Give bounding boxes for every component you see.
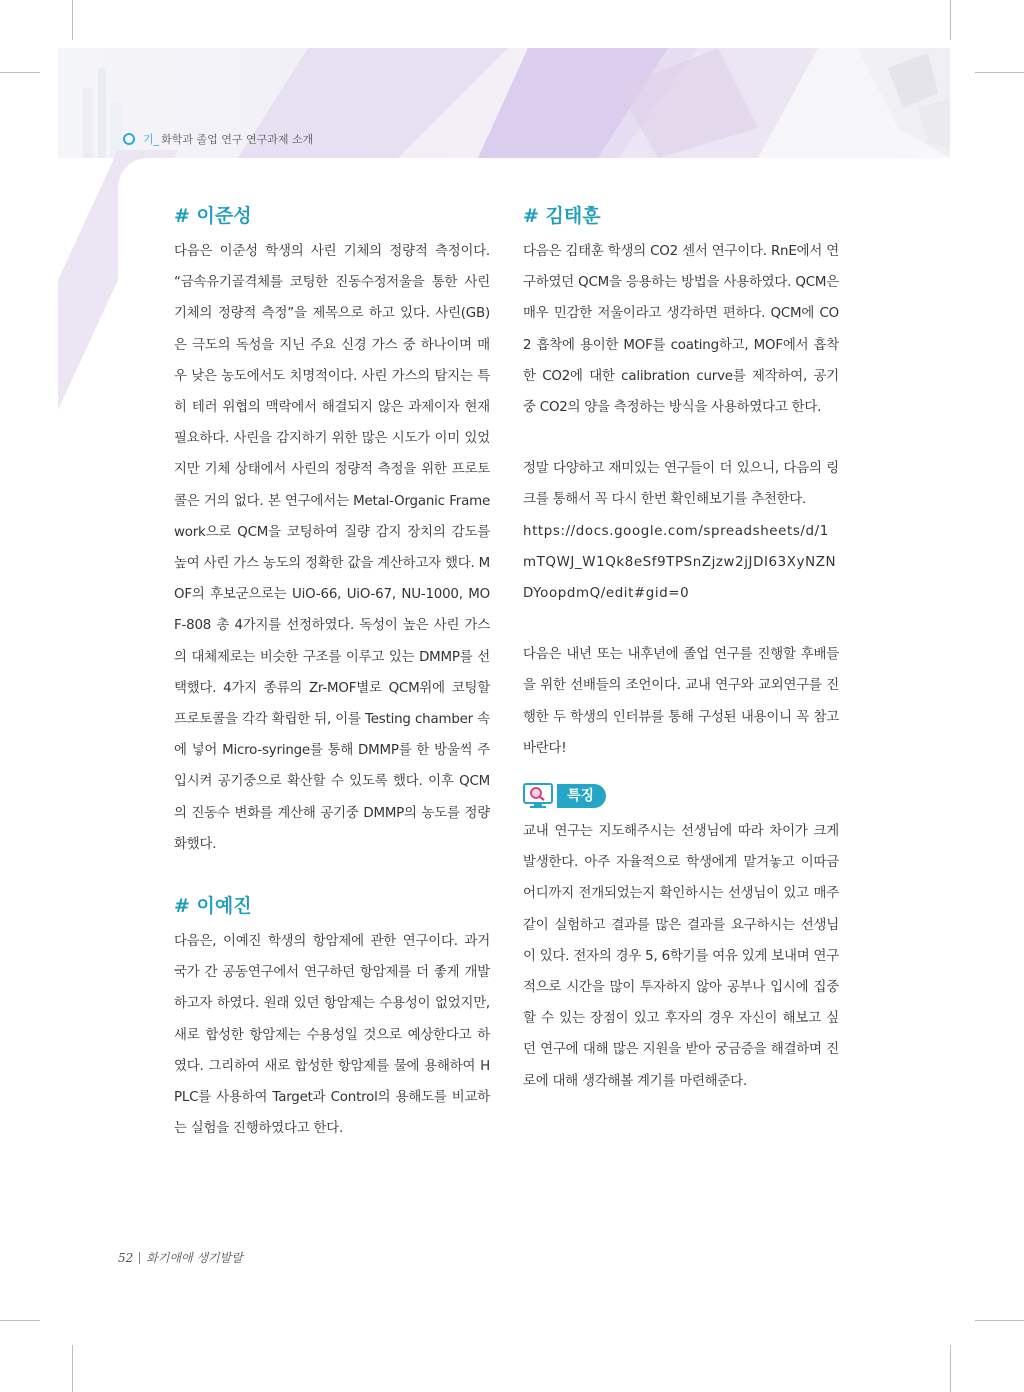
heading-lee-junseong: # 이준성 xyxy=(174,205,252,227)
paragraph-lee-yejin: 다음은, 이예진 학생의 항암제에 관한 연구이다. 과거 국가 간 공동연구에서 연구하던 항암제를 더 좋게 개발하고자 하였다. 원래 있던 항암제는 수용성이 없었지만, 새로 합성한 항암제는 수용성일 것으로 예상한다고 하였다. 그리하여 새로 합성한 항암제를 물에 용해하여 HPLC를 사용하여 Target과 Control의 용해도를 비교하는 실험을 진행하였다고 한다. xyxy=(174,934,490,1137)
magnifier-monitor-icon xyxy=(523,783,553,809)
page-number: 52 xyxy=(118,1250,134,1265)
paragraph-more-research: 정말 다양하고 재미있는 연구들이 더 있으니, 다음의 링크를 통해서 꼭 다시 한번 확인해보기를 추천한다. xyxy=(523,461,839,508)
crop-mark xyxy=(0,1320,40,1321)
paragraph-lee-junseong: 다음은 이준성 학생의 사린 기체의 정량적 측정이다. “금속유기골격체를 코팅한 진동수정저울을 통한 사린 기체의 정량적 측정”을 제목으로 하고 있다. 사린(GB)은 극도의 독성을 지닌 주요 신경 가스 중 하나이며 매우 낮은 농도에서도 치명적이다. 사린 가스의 탐지는 특히 테러 위협의 맥락에서 해결되지 않은 과제이자 현재 필요하다. 사린을 감지하기 위한 많은 시도가 이미 있었지만 기체 상태에서 사린의 정량적 측정을 위한 프로토콜은 거의 없다. 본 연구에서는 Metal-Organic Framework으로 QCM을 코팅하여 질량 감지 장치의 감도를 높여 사린 가스 농도의 정확한 값을 계산하고자 했다. MOF의 후보군으로는 UiO-66, UiO-67, NU-1000, MOF-808 총 4가지를 선정하였다. 독성이 높은 사린 가스의 대체제로는 비슷한 구조를 이루고 있는 DMMP를 선택했다. 4가지 종류의 Zr-MOF별로 QCM위에 코팅할 프로토콜을 각각 확립한 뒤, 이를 Testing chamber 속에 넣어 Micro-syringe를 통해 DMMP를 한 방울씩 주입시켜 공기중으로 확산할 수 있도록 했다. 이후 QCM의 진동수 변화를 계산해 공기중 DMMP의 농도를 정량화했다. xyxy=(174,244,490,852)
crop-mark xyxy=(950,1345,951,1392)
heading-kim-taehun: # 김태훈 xyxy=(523,205,601,227)
crop-mark xyxy=(950,0,951,40)
paragraph-feature: 교내 연구는 지도해주시는 선생님에 따라 차이가 크게 발생한다. 아주 자율적으로 학생에게 맡겨놓고 이따금 어디까지 전개되었는지 확인하시는 선생님이 있고 매주 같이 실험하고 결과를 많은 결과를 요구하시는 선생님이 있다. 전자의 경우 5, 6학기를 여유 있게 보내며 연구적으로 시간을 많이 투자하지 않아 공부나 입시에 집중할 수 있는 장점이 있고 후자의 경우 자신이 해보고 싶던 연구에 대해 많은 지원을 받아 궁금증을 해결하며 진로에 대해 생각해볼 계기를 마련해준다. xyxy=(523,824,839,1089)
feature-badge xyxy=(523,782,839,810)
footer-divider xyxy=(139,1252,140,1264)
section-number: 기_ xyxy=(143,133,160,146)
crop-mark xyxy=(0,72,40,73)
right-column xyxy=(523,202,839,1097)
left-column xyxy=(174,202,490,1144)
crop-mark xyxy=(72,0,73,40)
feature-label: 특징 xyxy=(557,784,606,808)
heading-lee-yejin: # 이예진 xyxy=(174,895,252,918)
crop-mark xyxy=(975,72,1024,73)
section-title: 화학과 졸업 연구 연구과제 소개 xyxy=(161,133,314,146)
magazine-title: 화기애애 생기발랄 xyxy=(146,1251,243,1265)
section-label xyxy=(123,131,313,147)
page-footer xyxy=(118,1249,243,1266)
paragraph-advice-intro: 다음은 내년 또는 내후년에 졸업 연구를 진행할 후배들을 위한 선배들의 조언이다. 교내 연구와 교외연구를 진행한 두 학생의 인터뷰를 통해 구성된 내용이니 꼭 참고 바란다! xyxy=(523,647,839,756)
bullet-dot-icon xyxy=(123,133,135,145)
crop-mark xyxy=(975,1320,1024,1321)
paragraph-kim-taehun: 다음은 김태훈 학생의 CO2 센서 연구이다. RnE에서 연구하였던 QCM을 응용하는 방법을 사용하였다. QCM은 매우 민감한 저울이라고 생각하면 편하다. QCM에 CO2 흡착에 용이한 MOF를 coating하고, MOF에서 흡착한 CO2에 대한 calibration curve를 제작하여, 공기 중 CO2의 양을 측정하는 방식을 사용하였다고 한다. xyxy=(523,244,839,416)
research-link[interactable]: https://docs.google.com/spreadsheets/d/1mTQWJ_W1Qk8eSf9TPSnZjzw2jJDI63XyNZNDYoopdmQ/edit#gid=0 xyxy=(523,523,837,602)
crop-mark xyxy=(72,1345,73,1392)
